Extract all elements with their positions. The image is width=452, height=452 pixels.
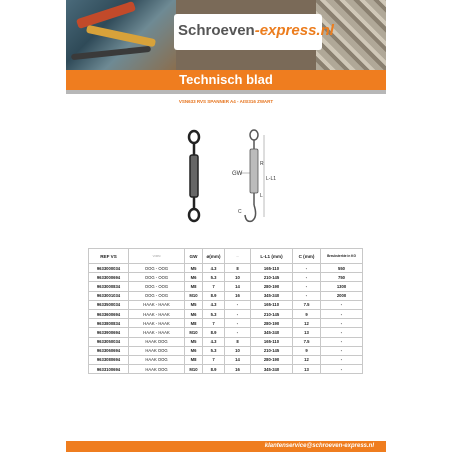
table-cell: - bbox=[225, 319, 251, 328]
table-cell: 210-145 bbox=[251, 346, 293, 355]
divider-stripe bbox=[66, 90, 386, 94]
table-row bbox=[89, 273, 363, 282]
page-title: Technisch blad bbox=[179, 72, 273, 87]
table-cell: OOG - OOG bbox=[129, 291, 185, 300]
table-cell: 13 bbox=[293, 328, 321, 337]
table-cell: 7 bbox=[203, 355, 225, 364]
label-c: C bbox=[238, 209, 242, 215]
label-l: L bbox=[260, 193, 263, 199]
table-cell: 9633000834 bbox=[89, 282, 129, 291]
brand-part1: Schroeven bbox=[178, 22, 255, 39]
table-cell: - bbox=[321, 365, 363, 374]
table-cell: 345-240 bbox=[251, 365, 293, 374]
table-cell: 7 bbox=[203, 319, 225, 328]
table-cell: - bbox=[225, 328, 251, 337]
table-cell: 165-110 bbox=[251, 300, 293, 309]
table-cell: 5.3 bbox=[203, 273, 225, 282]
table-cell: OOG - OOG bbox=[129, 264, 185, 273]
label-r: R bbox=[260, 161, 264, 167]
footer-bar bbox=[66, 441, 386, 452]
support-email-link[interactable]: klantenservice@schroeven-express.nl bbox=[264, 443, 374, 449]
table-cell: 9633060694 bbox=[89, 346, 129, 355]
table-cell: M6 bbox=[185, 346, 203, 355]
col-eye: — bbox=[225, 249, 251, 264]
table-cell: - bbox=[321, 300, 363, 309]
table-cell: 8 bbox=[225, 264, 251, 273]
table-cell: 14 bbox=[225, 355, 251, 364]
table-cell: 12 bbox=[293, 319, 321, 328]
table-cell: - bbox=[321, 328, 363, 337]
tools-photo bbox=[66, 0, 176, 70]
table-cell: 9633800834 bbox=[89, 319, 129, 328]
table-cell: 8.9 bbox=[203, 328, 225, 337]
table-cell: - bbox=[225, 300, 251, 309]
table-row bbox=[89, 309, 363, 318]
product-subtitle: VSN633 RVS SPANNER A4 - AISI316 ZWART bbox=[178, 99, 274, 104]
table-cell: HAAK OOG bbox=[129, 365, 185, 374]
table-cell: 7.5 bbox=[293, 337, 321, 346]
table-row bbox=[89, 300, 363, 309]
col-breaking: Breuksterkte in KG bbox=[321, 249, 363, 264]
table-cell: OOG - OOG bbox=[129, 282, 185, 291]
table-cell: M8 bbox=[185, 282, 203, 291]
col-length: L-L1 (mm) bbox=[251, 249, 293, 264]
table-row bbox=[89, 337, 363, 346]
table-cell: 1300 bbox=[321, 282, 363, 291]
table-cell: HAAK - HAAK bbox=[129, 300, 185, 309]
table-cell: 280-190 bbox=[251, 319, 293, 328]
col-c: C (mm) bbox=[293, 249, 321, 264]
table-cell: HAAK OOG bbox=[129, 337, 185, 346]
hook-eye-drawing bbox=[240, 130, 264, 221]
table-cell: 5.3 bbox=[203, 346, 225, 355]
table-cell: M10 bbox=[185, 328, 203, 337]
table-cell: - bbox=[321, 337, 363, 346]
table-cell: M5 bbox=[185, 300, 203, 309]
col-gw: GW bbox=[185, 249, 203, 264]
table-cell: 165-110 bbox=[251, 264, 293, 273]
table-cell: 210-145 bbox=[251, 273, 293, 282]
table-row bbox=[89, 291, 363, 300]
table-cell: 14 bbox=[225, 282, 251, 291]
table-cell: - bbox=[293, 282, 321, 291]
logo-box bbox=[174, 14, 334, 50]
table-cell: HAAK OOG bbox=[129, 346, 185, 355]
table-cell: 280-190 bbox=[251, 355, 293, 364]
table-cell: 280-190 bbox=[251, 282, 293, 291]
table-cell: 345-240 bbox=[251, 328, 293, 337]
table-cell: HAAK - HAAK bbox=[129, 309, 185, 318]
table-cell: - bbox=[293, 291, 321, 300]
table-cell: 9633050034 bbox=[89, 337, 129, 346]
table-cell: M8 bbox=[185, 319, 203, 328]
title-bar bbox=[66, 70, 386, 90]
table-cell: - bbox=[321, 355, 363, 364]
brand-part2: -express.nl bbox=[254, 22, 334, 39]
table-cell: OOG - OOG bbox=[129, 273, 185, 282]
table-cell: M10 bbox=[185, 365, 203, 374]
table-cell: 5.3 bbox=[203, 309, 225, 318]
table-row bbox=[89, 282, 363, 291]
table-row bbox=[89, 319, 363, 328]
table-cell: M5 bbox=[185, 337, 203, 346]
col-vorm: VORM bbox=[129, 249, 185, 264]
brand-logo[interactable] bbox=[178, 22, 334, 39]
table-cell: 9633080694 bbox=[89, 355, 129, 364]
table-cell: - bbox=[225, 309, 251, 318]
table-cell: 9633100694 bbox=[89, 365, 129, 374]
table-cell: HAAK OOG bbox=[129, 355, 185, 364]
table-cell: M5 bbox=[185, 264, 203, 273]
table-cell: M10 bbox=[185, 291, 203, 300]
table-row bbox=[89, 328, 363, 337]
table-cell: 13 bbox=[293, 365, 321, 374]
table-cell: HAAK - HAAK bbox=[129, 328, 185, 337]
header-banner bbox=[66, 0, 386, 70]
table-cell: 8.9 bbox=[203, 291, 225, 300]
label-gw: GW bbox=[232, 171, 243, 177]
table-cell: HAAK - HAAK bbox=[129, 319, 185, 328]
table-row bbox=[89, 355, 363, 364]
col-ref: REF VS bbox=[89, 249, 129, 264]
table-cell: 4.3 bbox=[203, 264, 225, 273]
table-cell: 210-145 bbox=[251, 309, 293, 318]
table-cell: 165-110 bbox=[251, 337, 293, 346]
table-cell: M8 bbox=[185, 355, 203, 364]
table-cell: - bbox=[321, 319, 363, 328]
table-row bbox=[89, 264, 363, 273]
table-cell: M6 bbox=[185, 273, 203, 282]
table-cell: 4.3 bbox=[203, 300, 225, 309]
table-cell: 8 bbox=[225, 337, 251, 346]
table-cell: 12 bbox=[293, 355, 321, 364]
table-cell: 345-240 bbox=[251, 291, 293, 300]
table-cell: 8.9 bbox=[203, 365, 225, 374]
table-row bbox=[89, 346, 363, 355]
table-cell: 9633500034 bbox=[89, 300, 129, 309]
table-cell: M6 bbox=[185, 309, 203, 318]
table-cell: 16 bbox=[225, 365, 251, 374]
table-cell: 10 bbox=[225, 346, 251, 355]
spec-table bbox=[88, 248, 363, 374]
table-cell: - bbox=[321, 346, 363, 355]
turnbuckle-diagram bbox=[180, 125, 280, 230]
table-cell: 7.5 bbox=[293, 300, 321, 309]
table-cell: 9 bbox=[293, 309, 321, 318]
table-header-row bbox=[89, 249, 363, 264]
table-cell: 4.3 bbox=[203, 337, 225, 346]
label-ll1: L-L1 bbox=[266, 176, 277, 182]
table-cell: 750 bbox=[321, 273, 363, 282]
table-cell: 9 bbox=[293, 346, 321, 355]
table-cell: - bbox=[293, 273, 321, 282]
table-cell: 9633900694 bbox=[89, 328, 129, 337]
table-cell: - bbox=[321, 309, 363, 318]
table-cell: 9633001034 bbox=[89, 291, 129, 300]
table-cell: 16 bbox=[225, 291, 251, 300]
table-cell: 2000 bbox=[321, 291, 363, 300]
table-cell: 9633000694 bbox=[89, 273, 129, 282]
table-cell: 9633600694 bbox=[89, 309, 129, 318]
table-cell: 550 bbox=[321, 264, 363, 273]
table-cell: 9633000034 bbox=[89, 264, 129, 273]
table-row bbox=[89, 365, 363, 374]
col-diameter: ø(mm) bbox=[203, 249, 225, 264]
table-cell: 10 bbox=[225, 273, 251, 282]
table-cell: 7 bbox=[203, 282, 225, 291]
table-cell: - bbox=[293, 264, 321, 273]
eye-eye-turnbuckle bbox=[189, 131, 199, 221]
